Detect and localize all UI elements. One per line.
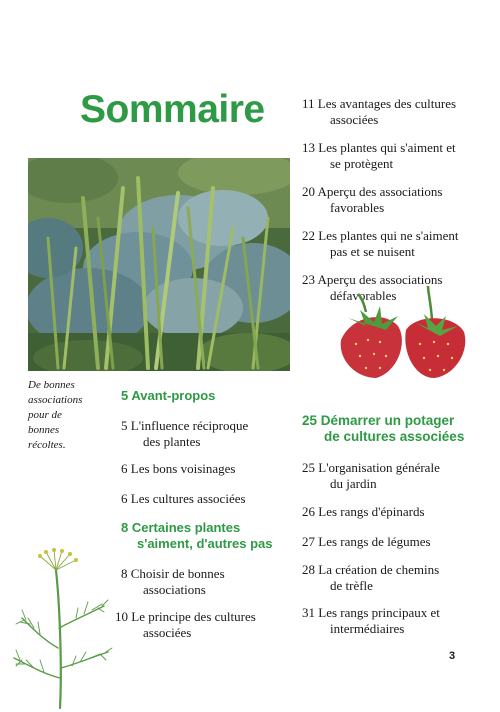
- toc-entry-bons-voisinages[interactable]: 6 Les bons voisinages: [121, 461, 236, 476]
- caption-line: pour de: [28, 409, 62, 421]
- toc-entry-line: 5: [121, 418, 128, 433]
- toc-entry-choisir[interactable]: [121, 566, 313, 597]
- toc-entry-avantages[interactable]: [302, 96, 500, 127]
- caption-line: De bonnes: [28, 379, 75, 391]
- section-heading-avant-propos[interactable]: 5 Avant-propos: [121, 388, 216, 403]
- strawberry-stem: [428, 286, 432, 320]
- toc-entry-line: 31 Les rangs principaux et: [302, 605, 440, 620]
- toc-entry-line: 13 Les plantes qui s'aiment et: [302, 140, 456, 155]
- strawberry-left: [341, 317, 402, 378]
- toc-entry-legumes[interactable]: 27 Les rangs de légumes: [302, 534, 431, 549]
- heading-line: s'aiment, d'autres pas: [137, 536, 273, 551]
- toc-entry-line: 22 Les plantes qui ne s'aiment: [302, 228, 459, 243]
- strawberry-stem: [358, 294, 366, 312]
- toc-entry-line: favorables: [330, 199, 385, 215]
- toc-entry-epinards[interactable]: 26 Les rangs d'épinards: [302, 504, 425, 519]
- toc-entry-line: de trèfle: [330, 577, 373, 593]
- caption-line: récoltes.: [28, 439, 66, 451]
- toc-entry-line: intermédiaires: [330, 620, 405, 636]
- garden-photo: [28, 158, 290, 371]
- toc-entry-line: 25 L'organisation générale: [302, 460, 440, 475]
- toc-entry-line: pas et se nuisent: [330, 243, 415, 259]
- toc-entry-line: se protègent: [330, 155, 394, 171]
- toc-entry-plantes-nuisent[interactable]: [302, 228, 500, 259]
- toc-entry-rangs-principaux[interactable]: [302, 605, 500, 636]
- strawberries-illustration: [336, 282, 476, 382]
- toc-entry-line: L'influence réciproque: [130, 418, 249, 433]
- toc-entry-plantes-protegent[interactable]: [302, 140, 500, 171]
- heading-line: de cultures associées: [324, 429, 465, 444]
- toc-entry-chemins-trefle[interactable]: [302, 562, 500, 593]
- toc-entry-line: 8 Choisir de bonnes: [121, 566, 225, 581]
- heading-line: 8 Certaines plantes: [121, 520, 241, 535]
- photo-caption: [28, 378, 90, 453]
- toc-entry-line: des plantes: [143, 433, 201, 449]
- toc-entry-apercu-favorables[interactable]: [302, 184, 500, 215]
- caption-line: associations: [28, 394, 83, 406]
- heading-line: 25 Démarrer un potager: [302, 413, 455, 428]
- toc-entry-line: associations: [143, 581, 206, 597]
- page-title: Sommaire: [80, 88, 265, 131]
- dill-illustration: [4, 548, 116, 710]
- section-heading-demarrer[interactable]: [302, 413, 500, 445]
- section-heading-certaines-plantes[interactable]: [121, 520, 317, 552]
- toc-entry-line: 20 Aperçu des associations: [302, 184, 443, 199]
- dill-stem: [56, 570, 61, 708]
- toc-entry-line: 10 Le principe des cultures: [115, 609, 256, 624]
- garden-photo-illustration: [28, 158, 290, 371]
- toc-entry-line: associées: [330, 111, 379, 127]
- toc-entry-line: 28 La création de chemins: [302, 562, 440, 577]
- toc-entry-line: 11 Les avantages des cultures: [302, 96, 457, 111]
- toc-entry-organisation[interactable]: [302, 460, 500, 491]
- caption-line: bonnes: [28, 424, 60, 436]
- toc-entry-line: défavorables: [330, 287, 397, 303]
- page-number: 3: [449, 650, 456, 662]
- toc-entry-principe[interactable]: [115, 609, 328, 640]
- toc-entry-line: du jardin: [330, 475, 377, 491]
- toc-entry-line: associées: [143, 624, 192, 640]
- toc-entry-influence[interactable]: [121, 418, 313, 449]
- toc-entry-line: 23 Aperçu des associations: [302, 272, 443, 287]
- toc-entry-cultures-associees[interactable]: 6 Les cultures associées: [121, 491, 246, 506]
